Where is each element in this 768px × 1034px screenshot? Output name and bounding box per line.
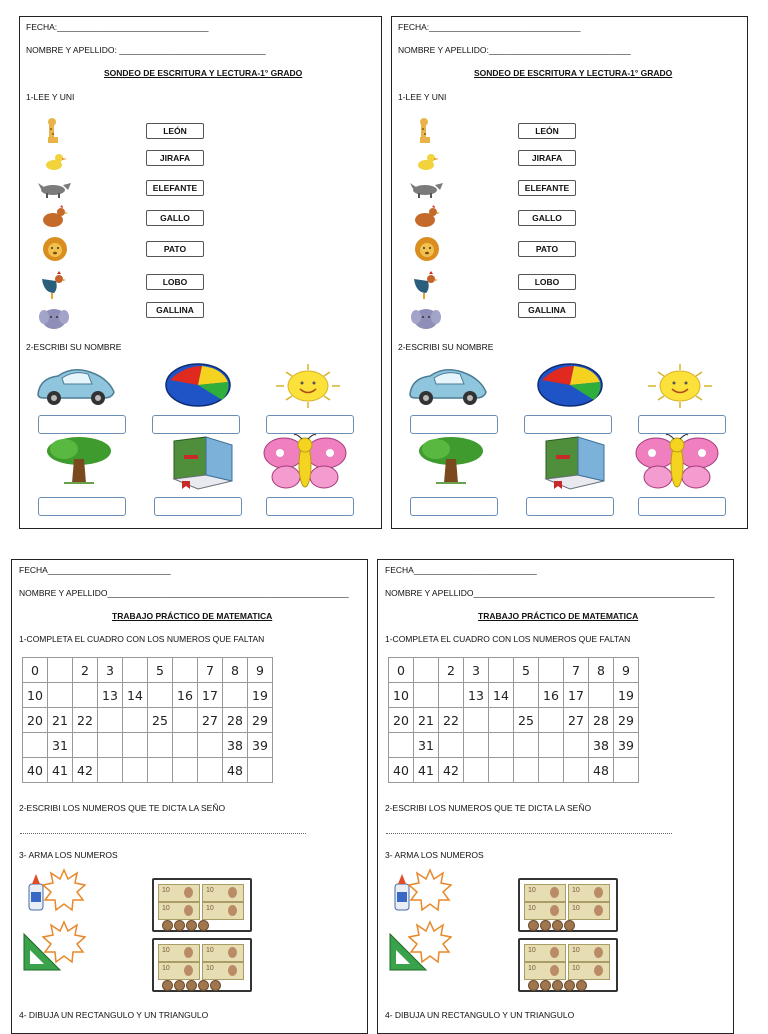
elephant-icon [38, 307, 64, 329]
grid-empty-cell[interactable] [123, 733, 148, 758]
grid-number-cell: 27 [198, 708, 223, 733]
name-input-box-2[interactable] [524, 415, 612, 434]
grid-number-cell: 38 [223, 733, 248, 758]
grid-number-cell: 14 [123, 683, 148, 708]
grid-number-cell: 41 [414, 758, 439, 783]
grid-number-cell: 3 [98, 658, 123, 683]
grid-row [23, 683, 273, 708]
word-card-pato: PATO [146, 241, 204, 257]
grid-number-cell: 42 [439, 758, 464, 783]
word-card-gallina: GALLINA [518, 302, 576, 318]
question-4-label: 4- DIBUJA UN RECTANGULO Y UN TRIANGULO [385, 1010, 575, 1020]
set-square-icon [388, 932, 428, 977]
grid-empty-cell[interactable] [73, 733, 98, 758]
grid-number-cell: 10 [23, 683, 48, 708]
grid-empty-cell[interactable] [148, 733, 173, 758]
name-input-box-6[interactable] [266, 497, 354, 516]
money-set-2: 10 10 10 10 [518, 938, 618, 992]
name-input-box-3[interactable] [266, 415, 354, 434]
hen-icon [40, 205, 66, 227]
name-input-box-3[interactable] [638, 415, 726, 434]
grid-number-cell: 0 [23, 658, 48, 683]
grid-empty-cell[interactable] [173, 658, 198, 683]
name-input-box-4[interactable] [38, 497, 126, 516]
worksheet-matematica-left [11, 559, 368, 1034]
grid-empty-cell[interactable] [248, 758, 273, 783]
grid-number-cell: 38 [589, 733, 614, 758]
word-card-gallo: GALLO [146, 210, 204, 226]
rooster-icon [40, 271, 66, 293]
grid-empty-cell[interactable] [148, 758, 173, 783]
number-grid [22, 657, 273, 783]
grid-empty-cell[interactable] [564, 758, 589, 783]
grid-number-cell: 22 [73, 708, 98, 733]
duck-icon [414, 150, 440, 172]
grid-empty-cell[interactable] [539, 658, 564, 683]
car-icon [404, 364, 490, 413]
grid-empty-cell[interactable] [514, 733, 539, 758]
grid-number-cell: 7 [564, 658, 589, 683]
grid-empty-cell[interactable] [48, 658, 73, 683]
grid-number-cell: 19 [248, 683, 273, 708]
grid-number-cell: 21 [414, 708, 439, 733]
word-card-jirafa: JIRAFA [518, 150, 576, 166]
grid-number-cell: 31 [414, 733, 439, 758]
grid-empty-cell[interactable] [123, 758, 148, 783]
question-4-label: 4- DIBUJA UN RECTANGULO Y UN TRIANGULO [19, 1010, 209, 1020]
grid-empty-cell[interactable] [489, 758, 514, 783]
grid-empty-cell[interactable] [414, 683, 439, 708]
sun-icon [268, 362, 348, 415]
word-card-lobo: LOBO [146, 274, 204, 290]
grid-number-cell: 48 [589, 758, 614, 783]
rooster-icon [412, 271, 438, 293]
grid-number-cell: 14 [489, 683, 514, 708]
grid-row [389, 683, 639, 708]
question-3-label: 3- ARMA LOS NUMEROS [19, 850, 118, 860]
question-3-label: 3- ARMA LOS NUMEROS [385, 850, 484, 860]
wolf-icon [410, 177, 436, 199]
grid-number-cell: 8 [223, 658, 248, 683]
word-card-elefante: ELEFANTE [518, 180, 576, 196]
name-line: NOMBRE Y APELLIDO___________________________________________________ [385, 588, 715, 598]
grid-number-cell: 28 [589, 708, 614, 733]
grid-empty-cell[interactable] [173, 758, 198, 783]
elephant-icon [410, 307, 436, 329]
grid-number-cell: 42 [73, 758, 98, 783]
word-card-elefante: ELEFANTE [146, 180, 204, 196]
grid-number-cell: 39 [614, 733, 639, 758]
money-set-2: 10 10 10 10 [152, 938, 252, 992]
grid-empty-cell[interactable] [514, 683, 539, 708]
grid-number-cell: 21 [48, 708, 73, 733]
grid-number-cell: 3 [464, 658, 489, 683]
grid-row [389, 733, 639, 758]
grid-empty-cell[interactable] [98, 758, 123, 783]
lion-icon [40, 235, 66, 257]
grid-empty-cell[interactable] [123, 708, 148, 733]
name-input-box-1[interactable] [38, 415, 126, 434]
name-line: NOMBRE Y APELLIDO:______________________________ [398, 45, 631, 55]
date-line: FECHA__________________________ [385, 565, 537, 575]
grid-empty-cell[interactable] [414, 658, 439, 683]
star-cutout-icon [408, 868, 452, 919]
grid-empty-cell[interactable] [148, 683, 173, 708]
grid-empty-cell[interactable] [439, 733, 464, 758]
tree-icon [416, 435, 486, 490]
ball-icon [164, 362, 232, 413]
number-grid [388, 657, 639, 783]
name-input-box-5[interactable] [154, 497, 242, 516]
name-input-box-2[interactable] [152, 415, 240, 434]
word-card-leon: LEÓN [518, 123, 576, 139]
grid-row [23, 758, 273, 783]
grid-number-cell: 20 [23, 708, 48, 733]
word-card-pato: PATO [518, 241, 576, 257]
grid-number-cell: 28 [223, 708, 248, 733]
money-set-1: 10 10 10 10 [152, 878, 252, 932]
word-card-gallina: GALLINA [146, 302, 204, 318]
star-cutout-icon [42, 868, 86, 919]
grid-empty-cell[interactable] [223, 683, 248, 708]
book-icon [162, 435, 240, 496]
grid-empty-cell[interactable] [73, 683, 98, 708]
sun-icon [640, 362, 720, 415]
grid-number-cell: 41 [48, 758, 73, 783]
grid-empty-cell[interactable] [489, 733, 514, 758]
grid-empty-cell[interactable] [539, 708, 564, 733]
worksheet-title: SONDEO DE ESCRITURA Y LECTURA-1° GRADO [474, 68, 673, 78]
grid-empty-cell[interactable] [439, 683, 464, 708]
grid-number-cell: 17 [564, 683, 589, 708]
grid-number-cell: 40 [389, 758, 414, 783]
grid-number-cell: 25 [148, 708, 173, 733]
grid-empty-cell[interactable] [198, 733, 223, 758]
grid-number-cell: 0 [389, 658, 414, 683]
word-card-jirafa: JIRAFA [146, 150, 204, 166]
duck-icon [42, 150, 68, 172]
name-line: NOMBRE Y APELLIDO: _______________________________ [26, 45, 266, 55]
grid-number-cell: 2 [439, 658, 464, 683]
grid-empty-cell[interactable] [464, 733, 489, 758]
grid-empty-cell[interactable] [389, 733, 414, 758]
butterfly-icon [260, 433, 350, 500]
grid-number-cell: 2 [73, 658, 98, 683]
grid-number-cell: 9 [248, 658, 273, 683]
grid-number-cell: 29 [614, 708, 639, 733]
grid-number-cell: 19 [614, 683, 639, 708]
name-input-box-6[interactable] [638, 497, 726, 516]
dictation-answer-line[interactable] [386, 833, 672, 834]
grid-empty-cell[interactable] [614, 758, 639, 783]
grid-empty-cell[interactable] [489, 658, 514, 683]
butterfly-icon [632, 433, 722, 500]
grid-empty-cell[interactable] [48, 683, 73, 708]
grid-number-cell: 13 [98, 683, 123, 708]
grid-number-cell: 27 [564, 708, 589, 733]
worksheet-matematica-right [377, 559, 734, 1034]
question-2-label: 2-ESCRIBI LOS NUMEROS QUE TE DICTA LA SEÑO [385, 803, 592, 813]
grid-number-cell: 16 [173, 683, 198, 708]
word-card-lobo: LOBO [518, 274, 576, 290]
grid-number-cell: 17 [198, 683, 223, 708]
grid-number-cell: 25 [514, 708, 539, 733]
grid-empty-cell[interactable] [464, 708, 489, 733]
grid-number-cell: 39 [248, 733, 273, 758]
grid-number-cell: 29 [248, 708, 273, 733]
worksheet-title: TRABAJO PRÁCTICO DE MATEMATICA [112, 611, 273, 621]
grid-number-cell: 40 [23, 758, 48, 783]
question-2-label: 2-ESCRIBI SU NOMBRE [26, 342, 122, 352]
money-set-1: 10 10 10 10 [518, 878, 618, 932]
question-2-label: 2-ESCRIBI SU NOMBRE [398, 342, 494, 352]
lion-icon [412, 235, 438, 257]
question-1-label: 1-LEE Y UNI [26, 92, 75, 102]
hen-icon [412, 205, 438, 227]
worksheet-title: TRABAJO PRÁCTICO DE MATEMATICA [478, 611, 639, 621]
grid-empty-cell[interactable] [514, 758, 539, 783]
grid-number-cell: 48 [223, 758, 248, 783]
name-input-box-5[interactable] [526, 497, 614, 516]
question-1-label: 1-COMPLETA EL CUADRO CON LOS NUMEROS QUE FALTAN [19, 634, 265, 644]
question-1-label: 1-LEE Y UNI [398, 92, 447, 102]
grid-row [389, 658, 639, 683]
worksheet-lectura-right [391, 16, 748, 529]
word-card-gallo: GALLO [518, 210, 576, 226]
name-input-box-1[interactable] [410, 415, 498, 434]
grid-number-cell: 9 [614, 658, 639, 683]
grid-row [23, 708, 273, 733]
grid-empty-cell[interactable] [589, 683, 614, 708]
grid-row [23, 733, 273, 758]
date-line: FECHA:________________________________ [26, 22, 209, 32]
grid-number-cell: 20 [389, 708, 414, 733]
giraffe-icon [40, 117, 66, 139]
grid-number-cell: 5 [148, 658, 173, 683]
grid-number-cell: 7 [198, 658, 223, 683]
grid-number-cell: 10 [389, 683, 414, 708]
ball-icon [536, 362, 604, 413]
grid-number-cell: 31 [48, 733, 73, 758]
grid-empty-cell[interactable] [564, 733, 589, 758]
grid-empty-cell[interactable] [173, 708, 198, 733]
name-line: NOMBRE Y APELLIDO___________________________________________________ [19, 588, 349, 598]
giraffe-icon [412, 117, 438, 139]
worksheet-title: SONDEO DE ESCRITURA Y LECTURA-1° GRADO [104, 68, 303, 78]
book-icon [534, 435, 612, 496]
tree-icon [44, 435, 114, 490]
grid-number-cell: 8 [589, 658, 614, 683]
grid-empty-cell[interactable] [539, 733, 564, 758]
date-line: FECHA__________________________ [19, 565, 171, 575]
grid-empty-cell[interactable] [98, 733, 123, 758]
question-1-label: 1-COMPLETA EL CUADRO CON LOS NUMEROS QUE FALTAN [385, 634, 631, 644]
grid-empty-cell[interactable] [539, 758, 564, 783]
worksheet-lectura-left [19, 16, 382, 529]
grid-empty-cell[interactable] [123, 658, 148, 683]
wolf-icon [38, 177, 64, 199]
grid-empty-cell[interactable] [198, 758, 223, 783]
question-2-label: 2-ESCRIBI LOS NUMEROS QUE TE DICTA LA SEÑO [19, 803, 226, 813]
grid-empty-cell[interactable] [489, 708, 514, 733]
grid-number-cell: 5 [514, 658, 539, 683]
grid-empty-cell[interactable] [23, 733, 48, 758]
set-square-icon [22, 932, 62, 977]
name-input-box-4[interactable] [410, 497, 498, 516]
grid-row [389, 758, 639, 783]
grid-number-cell: 22 [439, 708, 464, 733]
grid-row [23, 658, 273, 683]
grid-empty-cell[interactable] [173, 733, 198, 758]
grid-number-cell: 13 [464, 683, 489, 708]
date-line: FECHA:________________________________ [398, 22, 581, 32]
dictation-answer-line[interactable] [20, 833, 306, 834]
car-icon [32, 364, 118, 413]
grid-empty-cell[interactable] [464, 758, 489, 783]
grid-empty-cell[interactable] [98, 708, 123, 733]
grid-row [389, 708, 639, 733]
word-card-leon: LEÓN [146, 123, 204, 139]
grid-number-cell: 16 [539, 683, 564, 708]
